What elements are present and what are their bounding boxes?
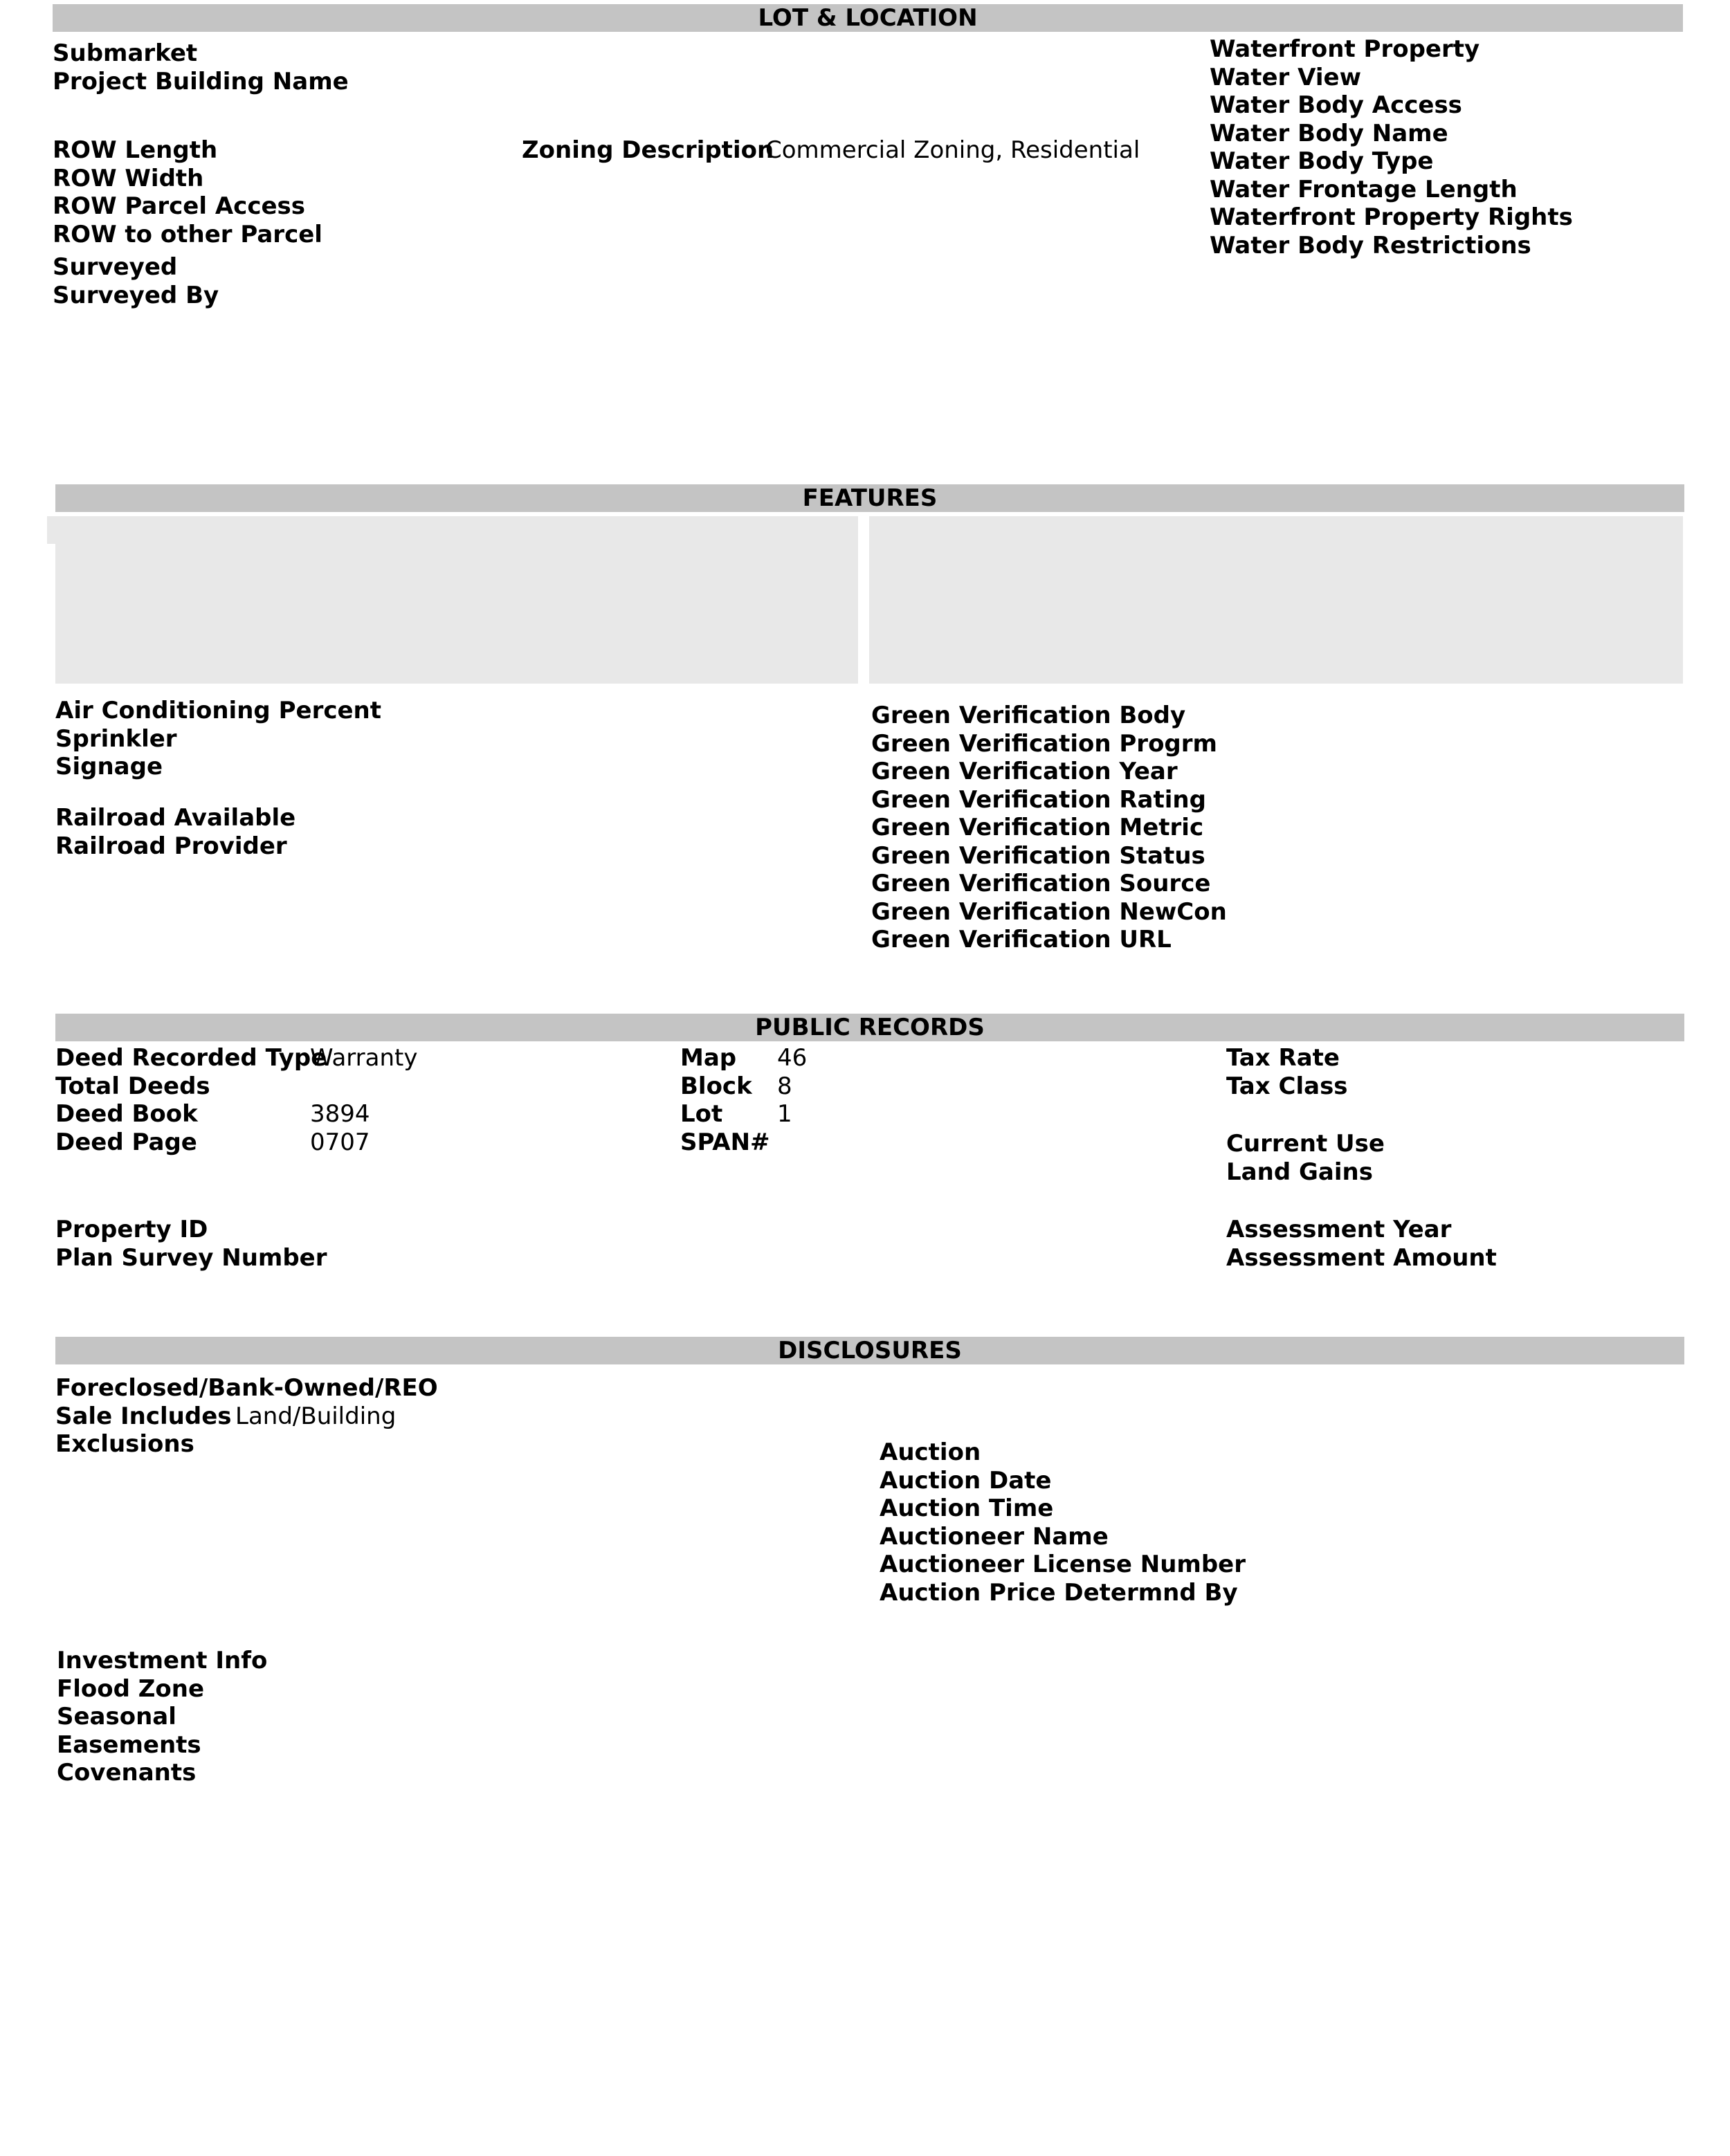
covenants-label: Covenants <box>57 1759 197 1787</box>
green-verification-metric-label: Green Verification Metric <box>871 814 1204 841</box>
surveyed-by-label: Surveyed By <box>53 281 219 309</box>
lot-location-header: LOT & LOCATION <box>53 4 1683 32</box>
deed-book-value: 3894 <box>310 1100 370 1128</box>
investment-info-label: Investment Info <box>57 1647 268 1674</box>
water-body-restrictions-label: Water Body Restrictions <box>1210 231 1531 259</box>
green-verification-progrm-label: Green Verification Progrm <box>871 729 1217 758</box>
auction-group <box>880 1438 1246 1607</box>
block-label: Block <box>680 1072 752 1100</box>
row-other-parcel-label: ROW to other Parcel <box>53 220 322 248</box>
features-panel-tab <box>47 516 55 544</box>
exclusions-label: Exclusions <box>55 1430 194 1458</box>
sprinkler-label: Sprinkler <box>55 724 177 753</box>
tax-group <box>1226 1044 1348 1100</box>
signage-label: Signage <box>55 753 163 780</box>
disclosures-left-group <box>55 1374 438 1459</box>
water-body-access-label: Water Body Access <box>1210 91 1462 119</box>
land-gains-label: Land Gains <box>1226 1158 1373 1186</box>
assessment-year-label: Assessment Year <box>1226 1216 1452 1243</box>
railroad-available-label: Railroad Available <box>55 804 296 832</box>
plan-survey-number-label: Plan Survey Number <box>55 1243 327 1272</box>
features-left-group <box>55 697 381 781</box>
deed-page-label: Deed Page <box>55 1128 197 1156</box>
sale-includes-label: Sale Includes <box>55 1402 232 1430</box>
green-verification-source-label: Green Verification Source <box>871 870 1211 897</box>
auction-label: Auction <box>880 1438 981 1466</box>
block-value: 8 <box>777 1072 792 1100</box>
tax-rate-label: Tax Rate <box>1226 1044 1340 1072</box>
deed-page-value: 0707 <box>310 1128 370 1156</box>
green-verification-newcon-label: Green Verification NewCon <box>871 897 1227 926</box>
disclosures-other-group <box>57 1647 267 1787</box>
tax-class-label: Tax Class <box>1226 1072 1348 1100</box>
deed-book-label: Deed Book <box>55 1100 198 1128</box>
submarket-label: Submarket <box>53 39 198 67</box>
lot-value: 1 <box>777 1100 792 1128</box>
water-body-name-label: Water Body Name <box>1210 119 1448 147</box>
green-verification-body-label: Green Verification Body <box>871 702 1186 729</box>
zoning-description-label: Zoning Description <box>522 136 774 164</box>
waterfront-property-rights-label: Waterfront Property Rights <box>1210 203 1573 231</box>
green-verification-year-label: Green Verification Year <box>871 758 1178 785</box>
foreclosed-label: Foreclosed/Bank-Owned/REO <box>55 1374 438 1402</box>
row-parcel-access-label: ROW Parcel Access <box>53 192 306 220</box>
zoning-description <box>522 136 1140 165</box>
water-group <box>1210 35 1573 259</box>
auction-price-determnd-by-label: Auction Price Determnd By <box>880 1578 1238 1607</box>
deed-group <box>55 1044 417 1156</box>
green-verification-url-label: Green Verification URL <box>871 926 1172 953</box>
project-building-name-label: Project Building Name <box>53 67 349 95</box>
water-body-type-label: Water Body Type <box>1210 147 1434 175</box>
map-block-lot-group <box>680 1044 807 1156</box>
row-group <box>53 136 322 248</box>
features-header: FEATURES <box>55 484 1684 512</box>
railroad-provider-label: Railroad Provider <box>55 832 287 860</box>
assessment-amount-label: Assessment Amount <box>1226 1243 1497 1272</box>
seasonal-label: Seasonal <box>57 1703 176 1730</box>
current-use-group <box>1226 1130 1385 1186</box>
features-panel-left <box>55 516 858 684</box>
features-panel-right <box>869 516 1683 684</box>
ac-percent-label: Air Conditioning Percent <box>55 697 382 724</box>
disclosures-header: DISCLOSURES <box>55 1337 1684 1364</box>
total-deeds-label: Total Deeds <box>55 1072 210 1100</box>
lot-label: Lot <box>680 1100 723 1128</box>
row-length-label: ROW Length <box>53 136 218 164</box>
map-label: Map <box>680 1044 737 1072</box>
auctioneer-name-label: Auctioneer Name <box>880 1522 1109 1551</box>
surveyed-group <box>53 253 219 309</box>
span-label: SPAN# <box>680 1128 770 1156</box>
railroad-group <box>55 804 295 860</box>
property-id-group <box>55 1216 327 1272</box>
green-verification-status-label: Green Verification Status <box>871 841 1205 870</box>
assessment-group <box>1226 1216 1497 1272</box>
public-records-header: PUBLIC RECORDS <box>55 1014 1684 1041</box>
row-width-label: ROW Width <box>53 164 204 192</box>
surveyed-label: Surveyed <box>53 253 178 281</box>
current-use-label: Current Use <box>1226 1130 1385 1158</box>
property-id-label: Property ID <box>55 1216 208 1243</box>
easements-label: Easements <box>57 1730 201 1759</box>
waterfront-property-label: Waterfront Property <box>1210 35 1480 63</box>
zoning-description-value: Commercial Zoning, Residential <box>765 136 1140 164</box>
auction-time-label: Auction Time <box>880 1495 1054 1522</box>
deed-recorded-type-label: Deed Recorded Type <box>55 1044 327 1072</box>
green-verification-group <box>871 702 1227 954</box>
water-view-label: Water View <box>1210 63 1361 91</box>
sale-includes-value: Land/Building <box>235 1402 397 1430</box>
flood-zone-label: Flood Zone <box>57 1674 205 1703</box>
green-verification-rating-label: Green Verification Rating <box>871 785 1206 814</box>
auction-date-label: Auction Date <box>880 1466 1052 1495</box>
deed-recorded-type-value: Warranty <box>310 1044 418 1072</box>
water-frontage-length-label: Water Frontage Length <box>1210 175 1518 203</box>
map-value: 46 <box>777 1044 808 1072</box>
auctioneer-license-number-label: Auctioneer License Number <box>880 1551 1246 1578</box>
lot-location-left-group <box>53 39 349 95</box>
